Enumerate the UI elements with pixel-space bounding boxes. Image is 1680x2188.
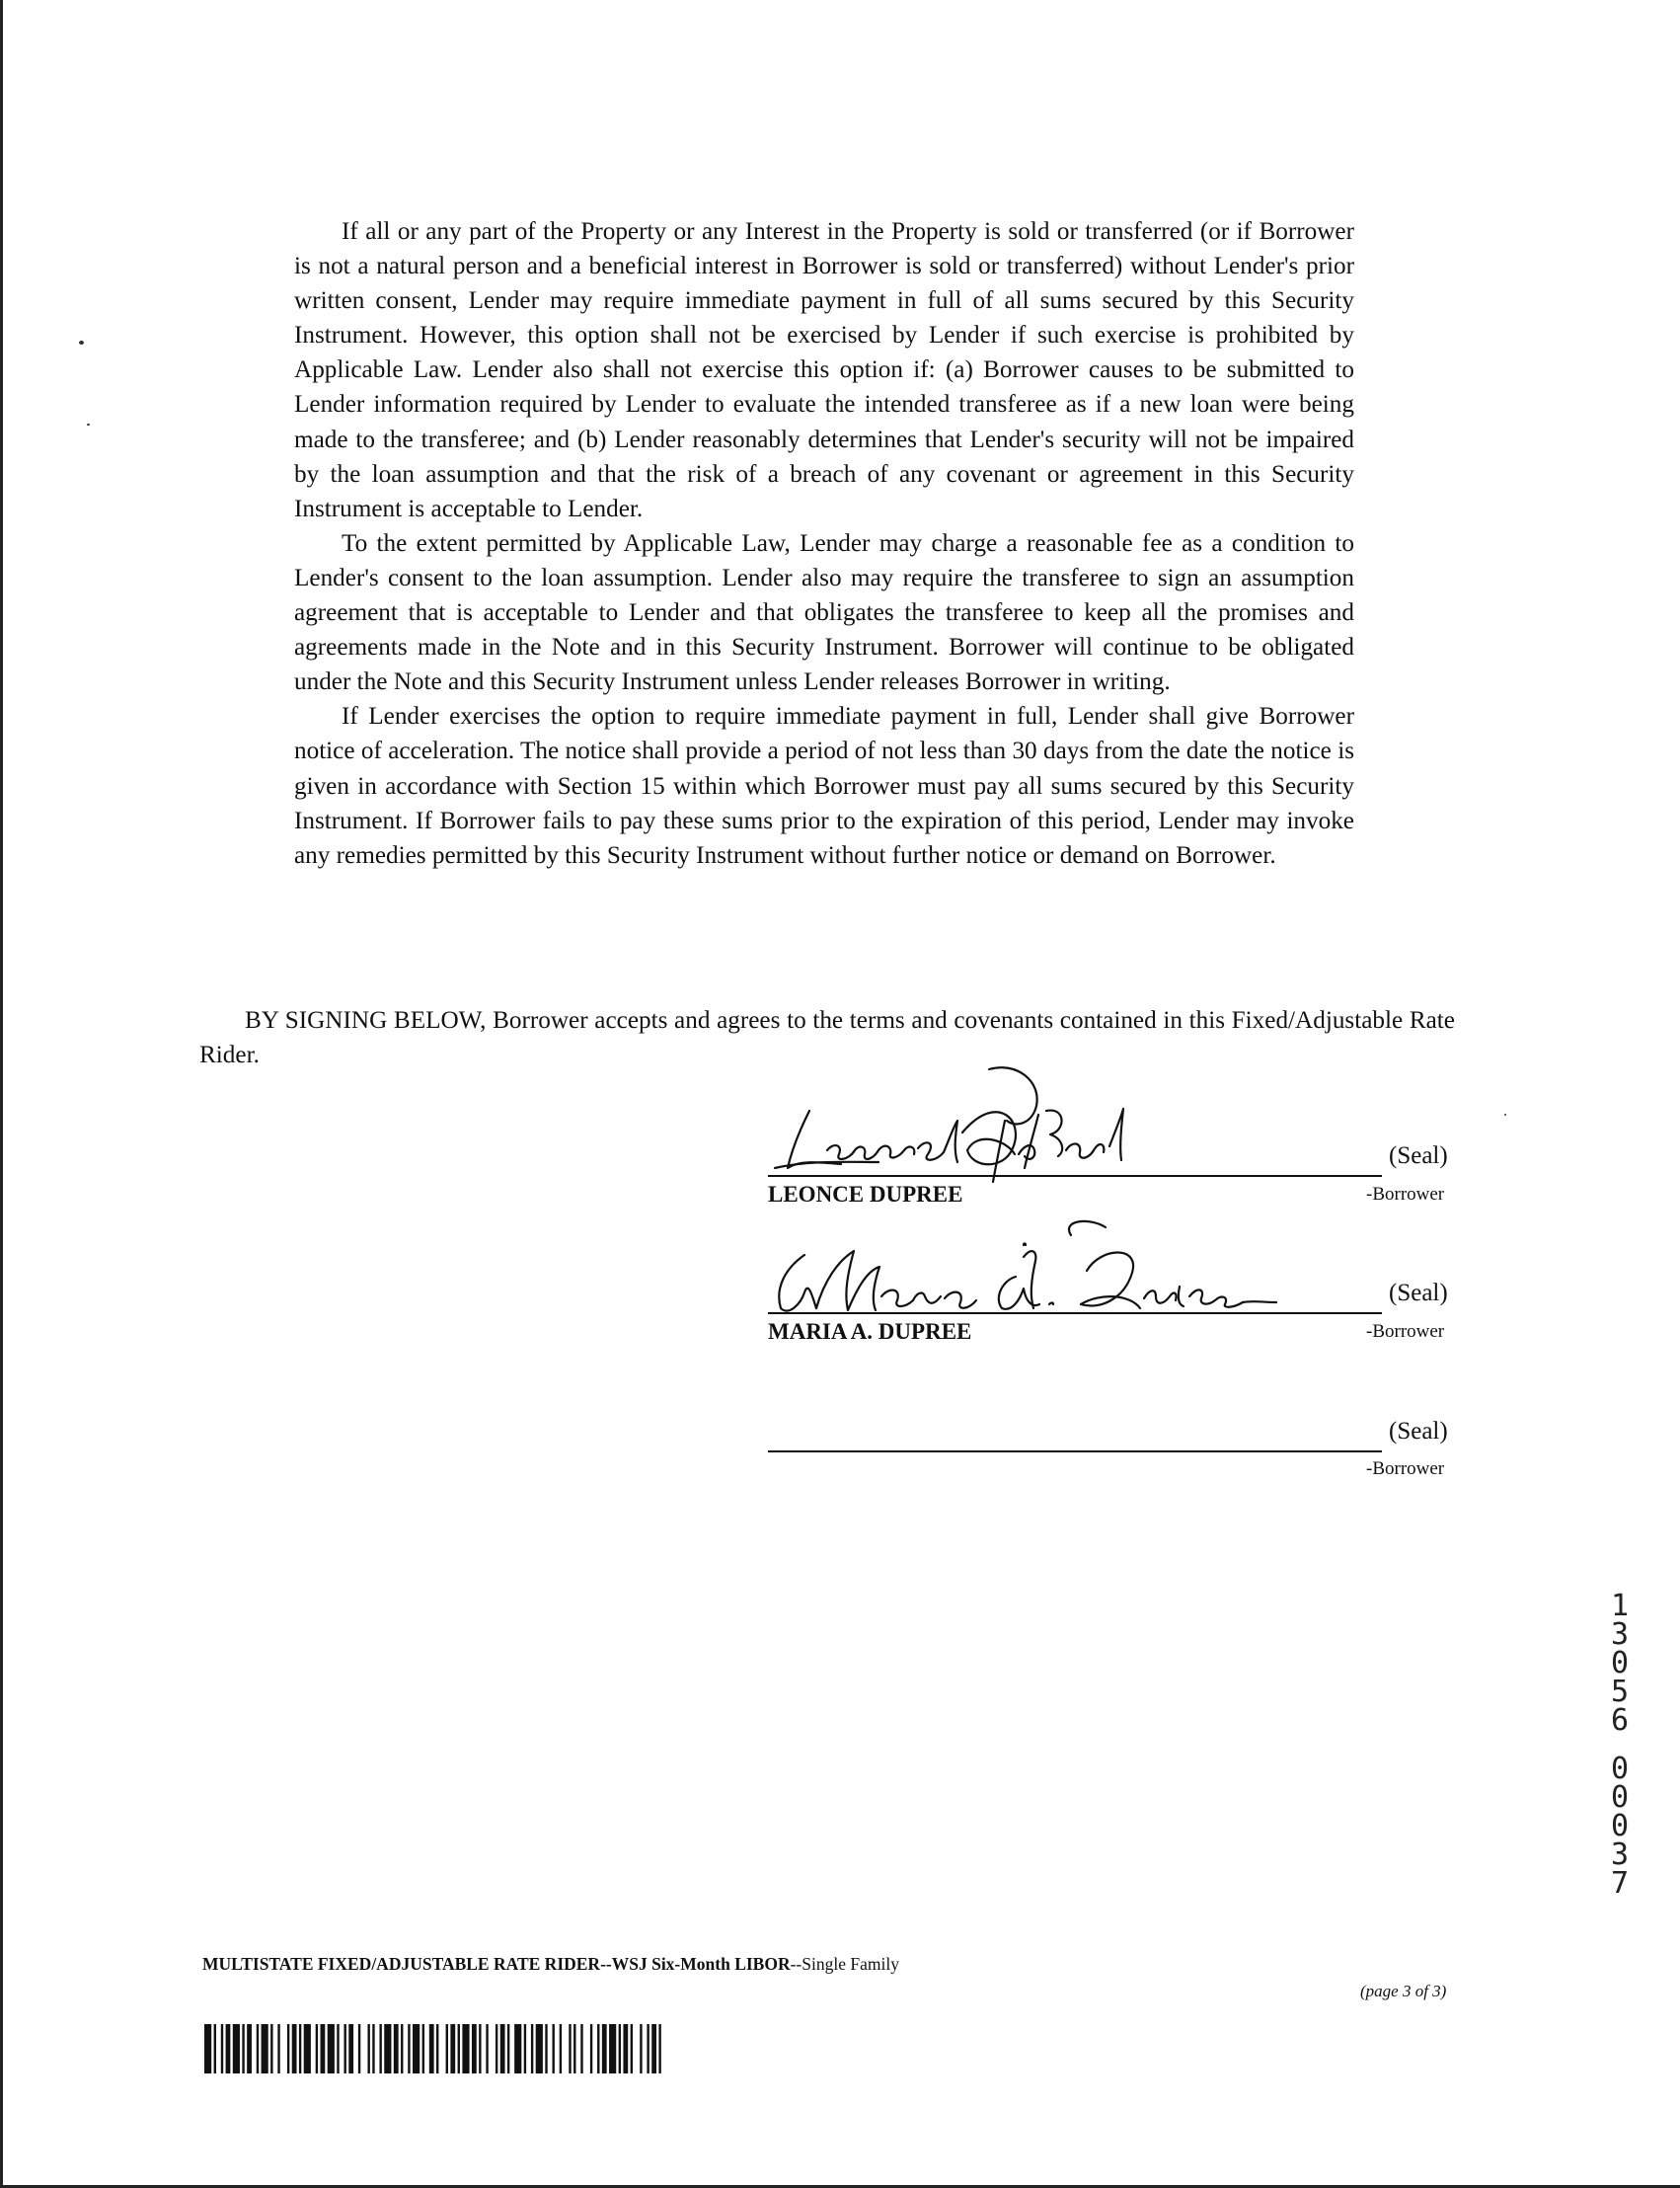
barcode-bar	[580, 2024, 582, 2073]
borrower-name: MARIA A. DUPREE	[768, 1319, 972, 1344]
signature-maria-dupree	[765, 1217, 1318, 1326]
barcode-bar	[287, 2024, 289, 2073]
control-digit: 5	[1610, 1675, 1630, 1709]
control-digit: 0	[1610, 1752, 1630, 1786]
page-number: (page 3 of 3)	[1360, 1982, 1447, 2000]
barcode-bar	[413, 2024, 420, 2073]
barcode-bar	[270, 2024, 272, 2073]
barcode-bar	[446, 2024, 448, 2073]
barcode-bar	[631, 2024, 633, 2073]
borrower-name: LEONCE DUPREE	[768, 1182, 963, 1207]
barcode-bar	[524, 2024, 526, 2073]
barcode-bar	[214, 2024, 216, 2073]
barcode-bar	[394, 2024, 399, 2073]
borrower-role-label: -Borrower	[1366, 1321, 1445, 1342]
barcode-bar	[429, 2024, 434, 2073]
paragraph-acceleration-notice: If Lender exercises the option to require immediate payment in full, Lender shall give Borrower notice of acceleration. The notice shall provide a period of not less than 30 days from the date the notice is given in accordance with Section 15 within which Borrower must pay all sums secured by this Security Instrument. If Borrower fails to pay these sums prior to the expiration of this period, Lender may invoke any remedies permitted by this Security Instrument without further notice or demand on Borrower.	[294, 703, 1354, 869]
barcode-bar	[316, 2024, 318, 2073]
barcode-bar	[277, 2024, 279, 2073]
barcode-bar	[242, 2024, 244, 2073]
document-control-number	[1603, 1589, 1637, 1901]
signature-line	[768, 1175, 1382, 1177]
control-digit: 0	[1610, 1780, 1630, 1815]
paragraph-transfer-of-property: If all or any part of the Property or any Interest in the Property is sold or transferred (or if Borrower is not a natural person and a beneficial interest in Borrower is sold or transferred) without Lender's prior written consent, Lender may require immediate payment in full of all sums secured by this Security Instrument. However, this option shall not be exercised by Lender if such exercise is prohibited by Applicable Law. Lender also shall not exercise this option if: (a) Borrower causes to be submitted to Lender information required by Lender to evaluate the intended transferee as if a new loan were being made to the transferee; and (b) Lender reasonably determines that Lender's security will not be impaired by the loan assumption and that the risk of a breach of any covenant or agreement in this Security Instrument is acceptable to Lender.	[294, 218, 1354, 522]
barcode-bar	[658, 2024, 660, 2073]
barcode-bar	[647, 2024, 649, 2073]
barcode-bar	[247, 2024, 252, 2073]
scan-speck	[87, 424, 90, 426]
barcode-bar	[560, 2024, 562, 2073]
control-digit: 0	[1610, 1809, 1630, 1843]
barcode-bar	[204, 2024, 211, 2073]
signing-statement: BY SIGNING BELOW, Borrower accepts and agrees to the terms and covenants contained in this Fixed/Adjustable Rate Rider.	[199, 1007, 1455, 1068]
barcode-bar	[422, 2024, 424, 2073]
barcode-bar	[304, 2024, 311, 2073]
barcode-bar	[536, 2024, 543, 2073]
form-title	[202, 1954, 899, 1975]
barcode-bar	[221, 2024, 223, 2073]
barcode-bar	[590, 2024, 592, 2073]
barcode-bar	[462, 2024, 469, 2073]
control-digit: 3	[1610, 1837, 1630, 1872]
barcode-bar	[458, 2024, 460, 2073]
barcode-bar	[553, 2024, 555, 2073]
barcode-bar	[299, 2024, 301, 2073]
barcode-bar	[379, 2024, 381, 2073]
form-title-suffix: --Single Family	[790, 1954, 899, 1974]
barcode-bar	[640, 2024, 642, 2073]
barcode-bar	[348, 2024, 353, 2073]
barcode-bar	[321, 2024, 326, 2073]
paragraph-assumption-fee: To the extent permitted by Applicable Law, Lender may charge a reasonable fee as a condition to Lender's consent to the loan assumption. Lender also may require the transferee to sign an assumption agreement that is acceptable to Lender and that obligates the transferee to keep all the promises and agreements made in the Note and in this Security Instrument. Borrower will continue to be obligated under the Note and this Security Instrument unless Lender releases Borrower in writing.	[294, 529, 1354, 696]
barcode-bar	[619, 2024, 621, 2073]
barcode-bar	[500, 2024, 505, 2073]
control-digit: 1	[1610, 1589, 1630, 1623]
barcode-bar	[602, 2024, 607, 2073]
barcode-bar	[257, 2024, 259, 2073]
barcode-bar	[479, 2024, 481, 2073]
barcode-bar	[292, 2024, 297, 2073]
barcode-bar	[372, 2024, 374, 2073]
control-digit: 0	[1610, 1646, 1630, 1680]
barcode-bar	[496, 2024, 497, 2073]
barcode-bar	[337, 2024, 339, 2073]
barcode-bar	[450, 2024, 455, 2073]
scan-speck	[79, 341, 84, 345]
borrower-role-label: -Borrower	[1366, 1184, 1445, 1205]
barcode-icon	[204, 2024, 668, 2073]
barcode-bar	[436, 2024, 438, 2073]
page-left-edge	[0, 0, 3, 2188]
barcode-bar	[609, 2024, 616, 2073]
barcode-bar	[226, 2024, 231, 2073]
signature-line	[768, 1312, 1382, 1314]
barcode-bar	[514, 2024, 521, 2073]
signature-line	[768, 1450, 1382, 1452]
barcode-bar	[531, 2024, 533, 2073]
control-digit: 6	[1610, 1703, 1630, 1738]
barcode-bar	[486, 2024, 488, 2073]
barcode-bar	[651, 2024, 656, 2073]
barcode-bar	[573, 2024, 575, 2073]
barcode-bar	[367, 2024, 369, 2073]
barcode-bar	[262, 2024, 268, 2073]
barcode-bar	[569, 2024, 571, 2073]
barcode-bar	[408, 2024, 410, 2073]
barcode-bar	[472, 2024, 477, 2073]
seal-label: (Seal)	[1389, 1142, 1448, 1169]
form-title-bold: MULTISTATE FIXED/ADJUSTABLE RATE RIDER--WSJ Six-Month LIBOR	[202, 1954, 791, 1974]
barcode-bar	[545, 2024, 547, 2073]
barcode-bar	[597, 2024, 599, 2073]
barcode-bar	[358, 2024, 360, 2073]
control-digit: 7	[1610, 1866, 1630, 1901]
scan-speck	[1504, 1114, 1506, 1116]
rider-body	[294, 214, 1354, 873]
borrower-role-label: -Borrower	[1366, 1458, 1445, 1479]
barcode-bar	[401, 2024, 403, 2073]
seal-label: (Seal)	[1389, 1418, 1448, 1445]
barcode-bar	[328, 2024, 335, 2073]
control-digit: 3	[1610, 1617, 1630, 1652]
signature-leonce-dupree	[770, 1052, 1224, 1195]
barcode-bar	[623, 2024, 628, 2073]
barcode-bar	[233, 2024, 240, 2073]
barcode-bar	[344, 2024, 345, 2073]
barcode-bar	[384, 2024, 391, 2073]
barcode-bar	[507, 2024, 509, 2073]
seal-label: (Seal)	[1389, 1280, 1448, 1306]
